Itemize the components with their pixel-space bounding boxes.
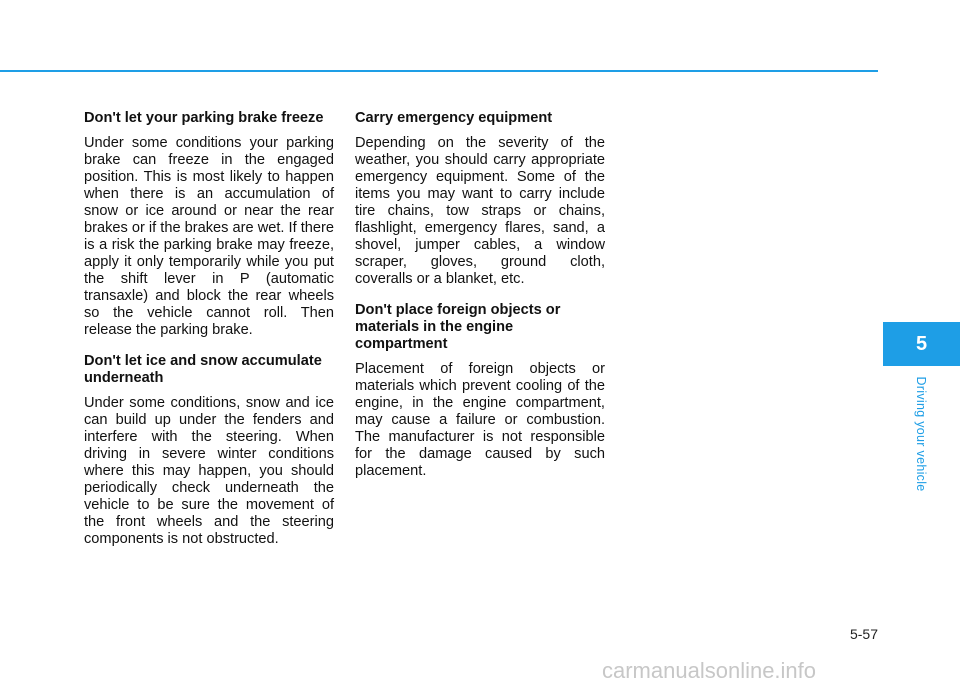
left-column xyxy=(84,110,334,562)
section-body-foreign-objects: Placement of foreign objects or materials which prevent cooling of the engine, in the engine compartment, may cause a failure or combustion. The manufacturer is not responsible for the damage caused by such placement. xyxy=(355,361,605,479)
right-column xyxy=(355,110,605,494)
section-heading-foreign-objects: Don't place foreign objects or materials in the engine compartment xyxy=(355,302,561,352)
watermark: carmanualsonline.info xyxy=(602,658,817,683)
section-body-parking-brake: Under some conditions your parking brake can freeze in the engaged position. This is most likely to happen when there is an accumulation of snow or ice around or near the rear brakes or if the brakes are wet. If there is a risk the parking brake may freeze, apply it only temporarily while you put the shift lever in P (automatic transaxle) and block the rear wheels so the vehicle cannot roll. Then release the parking brake. xyxy=(84,135,334,338)
section-body-emergency-equipment: Depending on the severity of the weather, you should carry appropriate emergency equipment. Some of the items you may want to carry include tire chains, tow straps or chains, flashlight, emergency flares, sand, a shovel, jumper cables, a window scraper, gloves, ground cloth, coveralls or a blanket, etc. xyxy=(355,135,605,287)
page-number: 5-57 xyxy=(849,626,878,642)
chapter-tab xyxy=(883,322,960,366)
section-body-ice-snow: Under some conditions, snow and ice can build up under the fenders and interfere with the steering. When driving in severe winter conditions where this may happen, you should periodically check underneath the vehicle to be sure the movement of the front wheels and the steering components is not obstructed. xyxy=(84,395,334,547)
header-rule xyxy=(0,70,878,72)
chapter-title: Driving your vehicle xyxy=(914,376,928,492)
section-heading-ice-snow: Don't let ice and snow accumulate underneath xyxy=(84,353,322,386)
section-heading-parking-brake: Don't let your parking brake freeze xyxy=(84,110,324,126)
section-heading-emergency-equipment: Carry emergency equipment xyxy=(355,110,553,126)
chapter-number: 5 xyxy=(915,332,928,355)
